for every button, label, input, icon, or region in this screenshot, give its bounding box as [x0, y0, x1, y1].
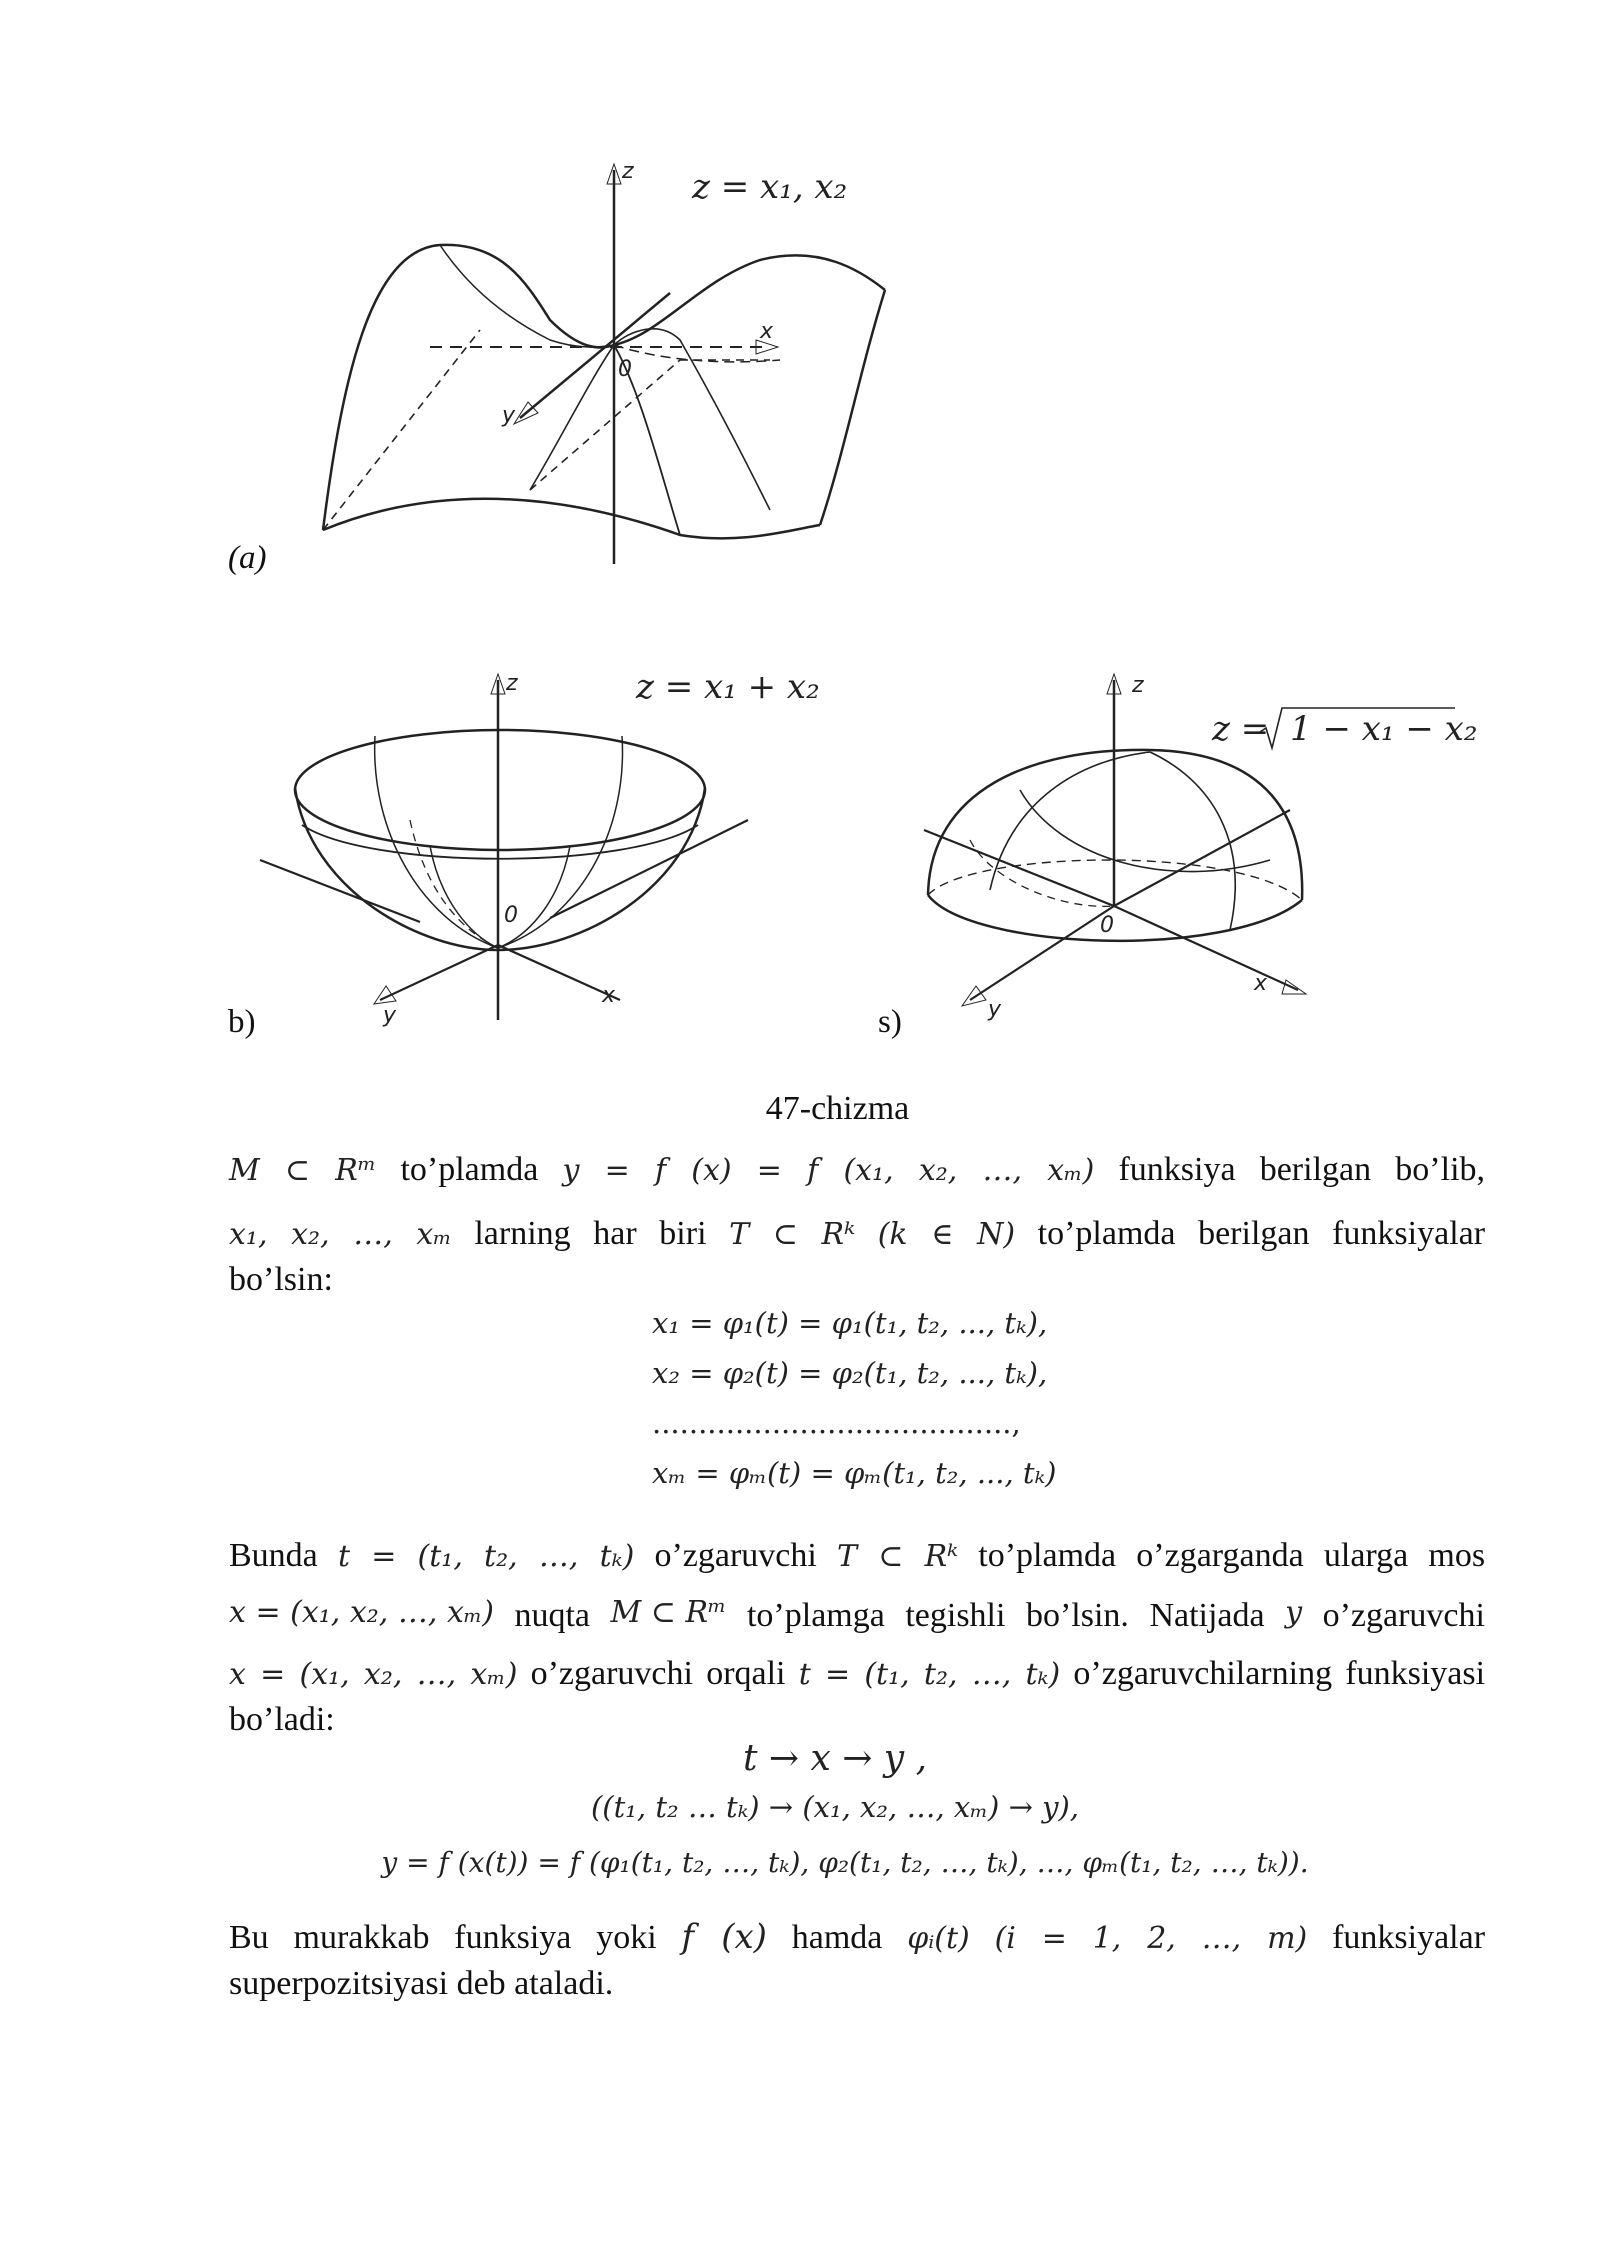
figure-a-formula: z = x₁, x₂	[692, 167, 848, 207]
para1-line2: x₁, x₂, …, xₘ larning har biri T ⊂ Rᵏ (k ∈ N) to’plamda berilgan funksiyalar	[229, 1215, 1486, 1252]
param-line-2: x₂ = φ₂(t) = φ₂(t₁, t₂, ..., tₖ),	[652, 1356, 1048, 1390]
math-T-subset-Rk-2: T ⊂ Rᵏ	[837, 1539, 959, 1574]
chain-t-x-y: t → x → y ,	[742, 1738, 928, 1779]
figure-b-z-label: z	[506, 671, 518, 696]
figure-a-y-label: y	[502, 403, 516, 428]
figure-b-formula: z = x₁ + x₂	[636, 667, 820, 707]
math-phi-i: φᵢ(t)	[907, 1921, 970, 1956]
figure-a-saddle	[300, 150, 920, 580]
parametric-equations	[652, 1298, 1252, 1498]
math-y-equals-f: y = f (x) = f (x₁, x₂, …, xₘ)	[562, 1153, 1095, 1188]
figure-s-formula-prefix: z =	[1212, 709, 1270, 749]
figure-a-x-label: x	[760, 319, 774, 344]
math-x-tuple-2: x = (x₁, x₂, …, xₘ)	[229, 1657, 518, 1692]
math-t-tuple: t = (t₁, t₂, …, tₖ)	[337, 1539, 635, 1574]
figure-s-y-axis	[970, 906, 1114, 1000]
math-i-range: (i = 1, 2, …, m)	[994, 1921, 1308, 1956]
figure-s-formula-radicand: 1 − x₁ − x₂	[1290, 709, 1478, 749]
figure-b-y-label: y	[383, 1003, 397, 1028]
para3-line1: Bu murakkab funksiya yoki f (x) hamda φᵢ(t) (i = 1, 2, …, m) funksiyalar	[229, 1917, 1486, 1957]
figure-a-origin-label: 0	[618, 357, 632, 382]
figure-b-x-label: x	[602, 983, 616, 1008]
para1-line3: bo’lsin:	[229, 1261, 333, 1298]
para2-line2: x = (x₁, x₂, …, xₘ) nuqta M ⊂ Rᵐ to’plamga tegishli bo’lsin. Natijada y o’zgaruvchi	[229, 1590, 1485, 1641]
para2-line3: x = (x₁, x₂, …, xₘ) o’zgaruvchi orqali t = (t₁, t₂, …, tₖ) o’zgaruvchilarning funksiyasi	[229, 1655, 1486, 1692]
param-line-m: xₘ = φₘ(t) = φₘ(t₁, t₂, ..., tₖ)	[652, 1456, 1057, 1490]
figure-s-z-label: z	[1132, 673, 1144, 698]
figure-b-origin-label: 0	[504, 903, 518, 928]
figure-b-paraboloid	[250, 660, 820, 1040]
figure-s-y-label: y	[988, 997, 1002, 1022]
math-f-of-x: f (x)	[681, 1917, 767, 1957]
math-t-tuple-2: t = (t₁, t₂, …, tₖ)	[798, 1657, 1061, 1692]
figure-s-origin-label: 0	[1100, 913, 1114, 938]
math-x-list: x₁, x₂, …, xₘ	[229, 1217, 452, 1252]
math-T-subset-Rk: T ⊂ Rᵏ	[729, 1217, 856, 1252]
figure-a-panel-label: (a)	[228, 540, 267, 576]
math-x-tuple: x = (x₁, x₂, …, xₘ)	[229, 1595, 494, 1630]
figure-caption: 47-chizma	[765, 1090, 910, 1127]
figure-s-panel-label: s)	[878, 1004, 902, 1040]
chain-tuples: ((t₁, t₂ … tₖ) → (x₁, x₂, …, xₘ) → y),	[590, 1790, 1080, 1824]
para2-line1: Bunda t = (t₁, t₂, …, tₖ) o’zgaruvchi T ⊂ Rᵏ to’plamda o’zgarganda ularga mos	[229, 1537, 1486, 1574]
figure-a-z-label: z	[622, 159, 634, 184]
para3-line2: superpozitsiyasi deb ataladi.	[229, 1965, 614, 2002]
figure-b-y-axis	[380, 945, 498, 1000]
figure-s-x-label: x	[1254, 971, 1268, 996]
figure-b-panel-label: b)	[228, 1004, 256, 1040]
math-M-subset-Rm-2: M ⊂ Rᵐ	[610, 1595, 727, 1630]
para2-line4: bo’ladi:	[229, 1701, 335, 1738]
param-line-1: x₁ = φ₁(t) = φ₁(t₁, t₂, ..., tₖ),	[652, 1306, 1048, 1340]
math-M-subset-Rm: M ⊂ Rᵐ	[229, 1153, 377, 1188]
figure-s-hemisphere	[910, 660, 1478, 1040]
param-line-dots: .......................................,	[652, 1406, 1021, 1440]
para1-line1: M ⊂ Rᵐ to’plamda y = f (x) = f (x₁, x₂, …, xₘ) funksiya berilgan bo’lib,	[229, 1151, 1486, 1188]
math-k-in-N: (k ∈ N)	[877, 1217, 1016, 1252]
math-y: y	[1285, 1595, 1303, 1630]
composite-function: y = f (x(t)) = f (φ₁(t₁, t₂, …, tₖ), φ₂(t₁, t₂, …, tₖ), …, φₘ(t₁, t₂, …, tₖ)).	[381, 1846, 1309, 1879]
figure-a-y-axis	[520, 293, 670, 418]
